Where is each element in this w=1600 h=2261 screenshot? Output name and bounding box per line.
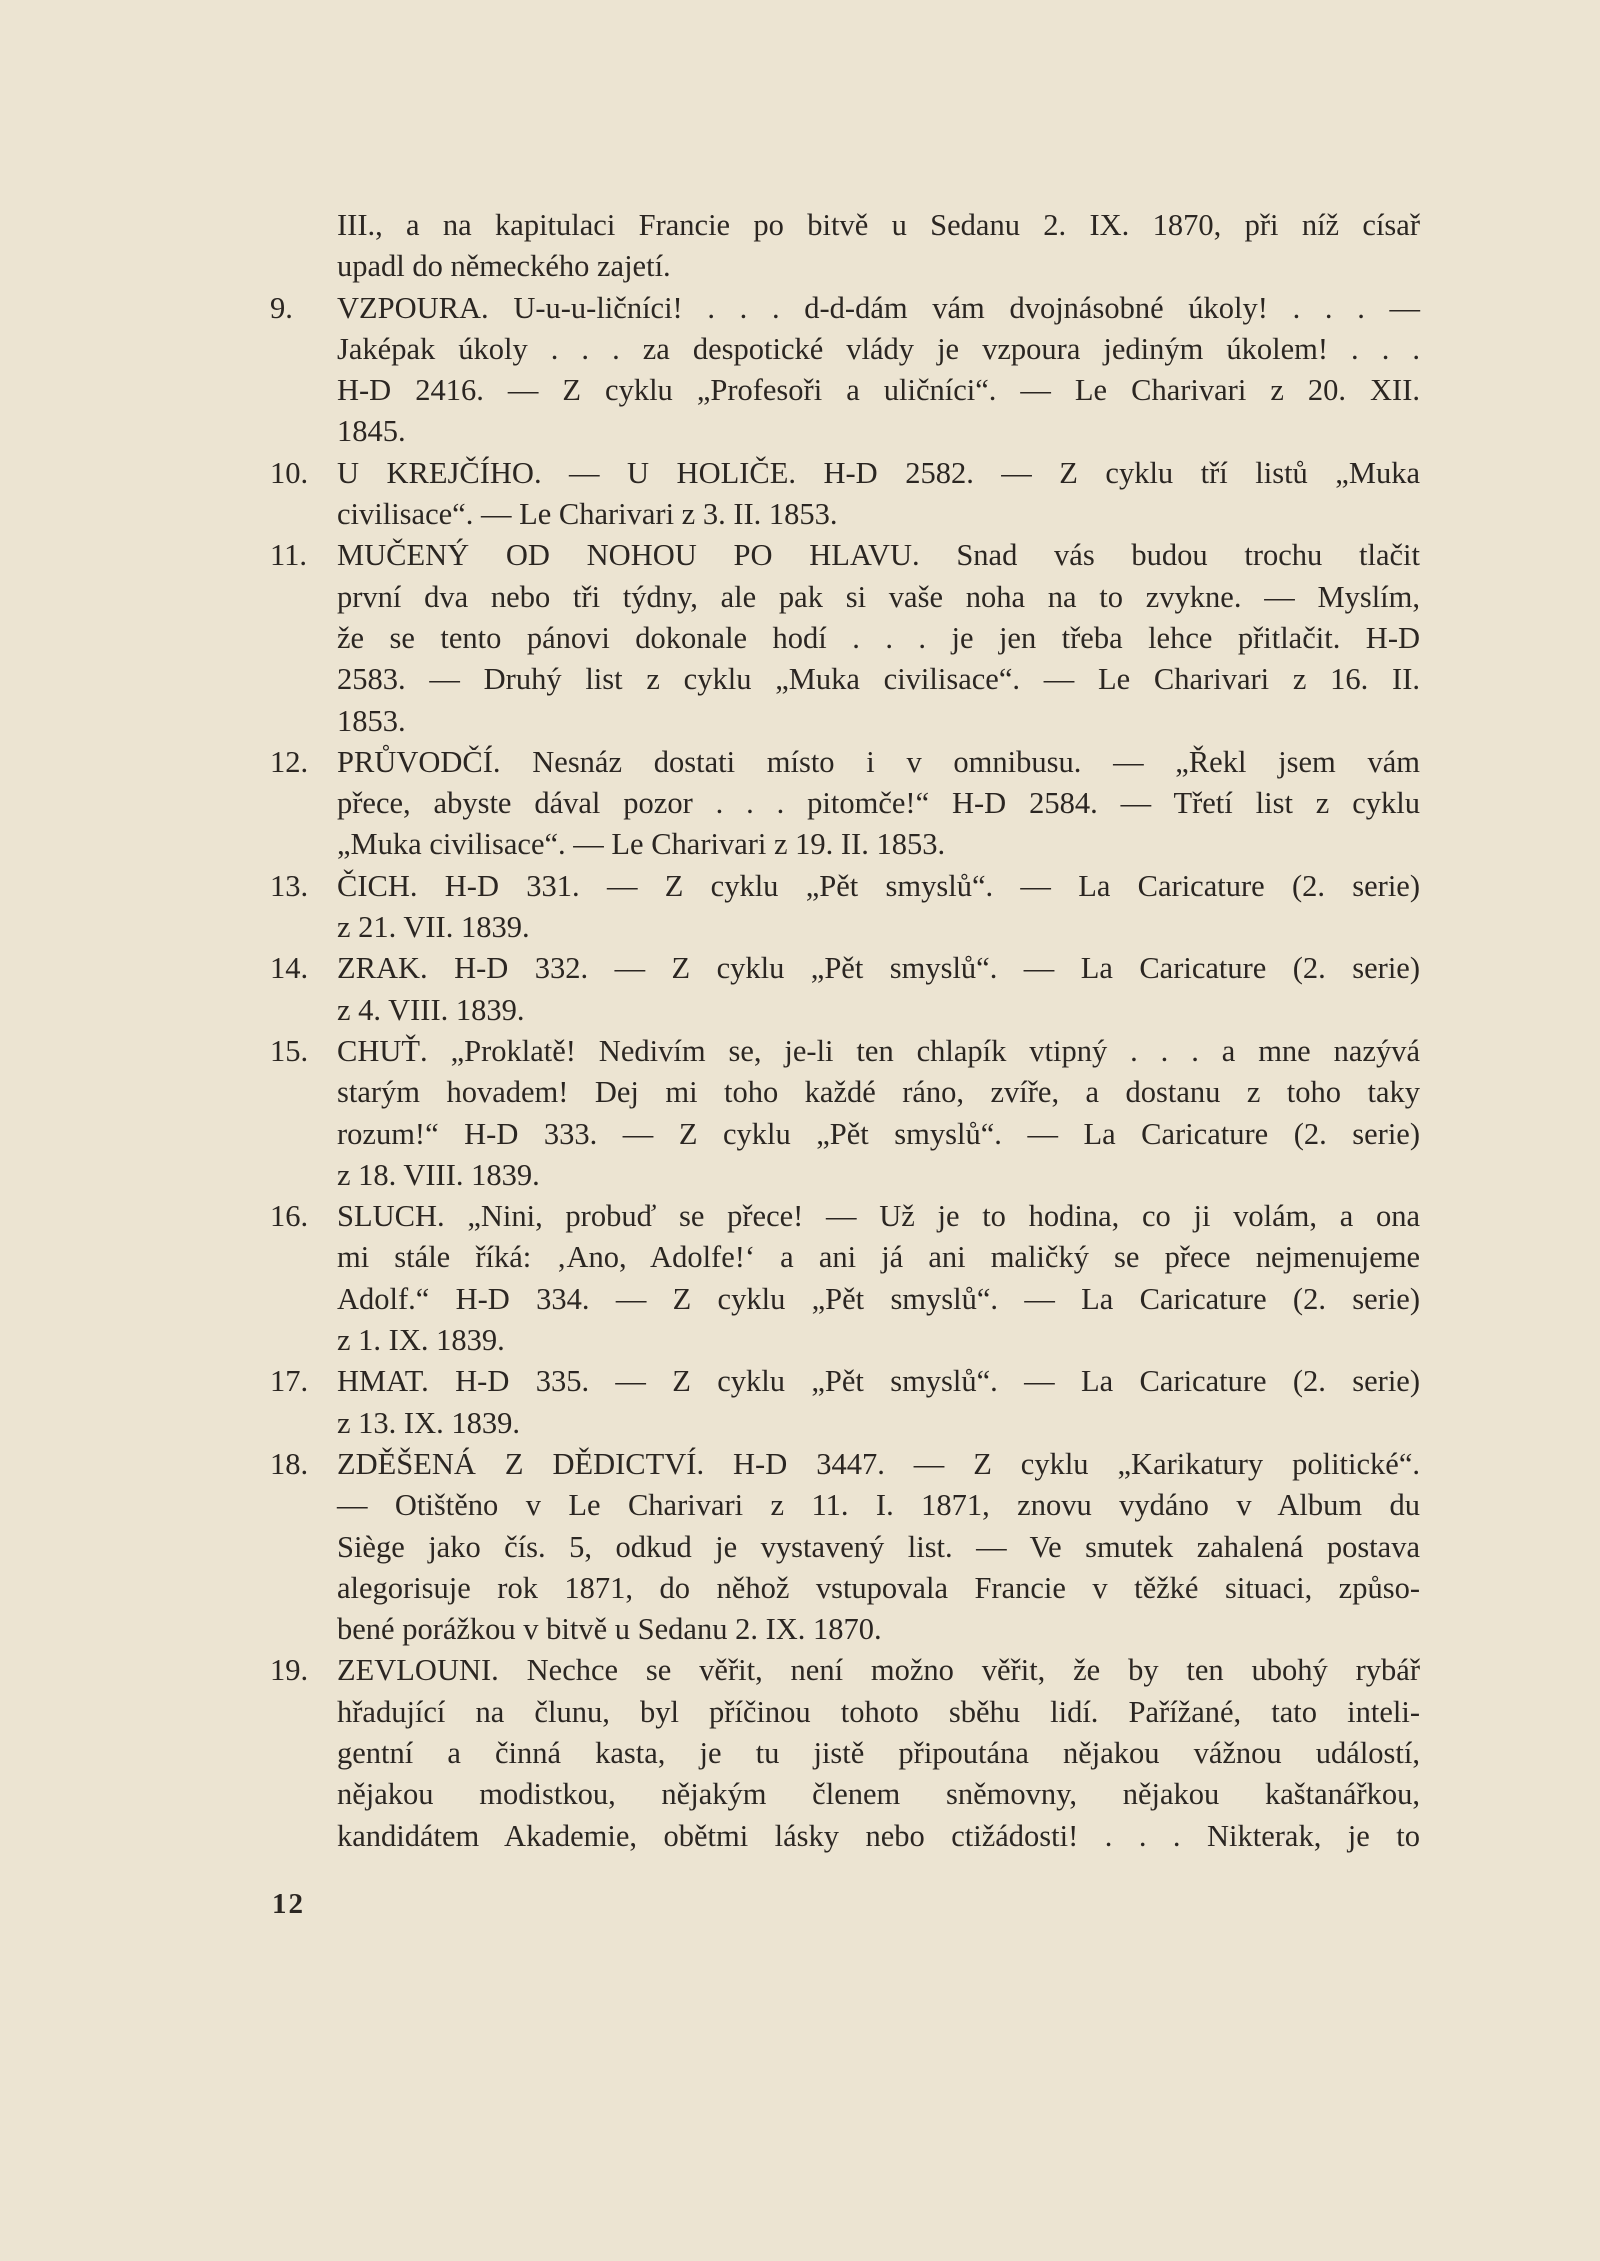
text-line: ZEVLOUNI. Nechce se věřit, není možno věřit, že by ten ubohý rybář bbox=[337, 1653, 1420, 1688]
text-line: H-D 2416. — Z cyklu „Profesoři a uličníci“. — Le Charivari z 20. XII. bbox=[337, 373, 1420, 408]
page-body bbox=[270, 205, 1420, 1857]
text-line: civilisace“. — Le Charivari z 3. II. 1853. bbox=[337, 497, 838, 532]
text-line: gentní a činná kasta, je tu jistě připoutána nějakou vážnou událostí, bbox=[337, 1735, 1420, 1770]
entry-number: 17. bbox=[270, 1364, 309, 1399]
catalogue-entry bbox=[270, 1444, 1420, 1650]
text-line: MUČENÝ OD NOHOU PO HLAVU. Snad vás budou trochu tlačit bbox=[337, 538, 1420, 573]
text-line: první dva nebo tři týdny, ale pak si vaše noha na to zvykne. — Myslím, bbox=[337, 579, 1420, 614]
text-line: mi stále říká: ‚Ano, Adolfe!‘ a ani já ani maličký se přece nejmenujeme bbox=[337, 1240, 1420, 1275]
catalogue-entry bbox=[270, 535, 1420, 741]
text-line: přece, abyste dával pozor . . . pitomče!“ H-D 2584. — Třetí list z cyklu bbox=[337, 786, 1420, 821]
text-line: SLUCH. „Nini, probuď se přece! — Už je to hodina, co ji volám, a ona bbox=[337, 1199, 1420, 1234]
text-line: alegorisuje rok 1871, do něhož vstupovala Francie v těžké situaci, způso- bbox=[337, 1570, 1420, 1605]
text-line: hřadující na člunu, byl příčinou tohoto sběhu lidí. Pařížané, tato inteli- bbox=[337, 1694, 1420, 1729]
entry-number: 11. bbox=[270, 538, 307, 573]
text-line: bené porážkou v bitvě u Sedanu 2. IX. 1870. bbox=[337, 1612, 882, 1647]
text-line: starým hovadem! Dej mi toho každé ráno, zvíře, a dostanu z toho taky bbox=[337, 1075, 1420, 1110]
text-line: 1853. bbox=[337, 703, 406, 738]
text-line: že se tento pánovi dokonale hodí . . . je jen třeba lehce přitlačit. H-D bbox=[337, 620, 1420, 655]
text-line: HMAT. H-D 335. — Z cyklu „Pět smyslů“. — La Caricature (2. serie) bbox=[337, 1364, 1420, 1399]
text-line: ZDĚŠENÁ Z DĚDICTVÍ. H-D 3447. — Z cyklu „Karikatury politické“. bbox=[337, 1446, 1420, 1481]
catalogue-entry bbox=[270, 1031, 1420, 1196]
entry-number: 15. bbox=[270, 1033, 309, 1068]
catalogue-entry bbox=[270, 453, 1420, 536]
entry-number: 12. bbox=[270, 744, 309, 779]
catalogue-entry bbox=[270, 1196, 1420, 1361]
catalogue-entry bbox=[270, 866, 1420, 949]
text-line: nějakou modistkou, nějakým členem sněmovny, nějakou kaštanářkou, bbox=[337, 1777, 1420, 1812]
catalogue-entry bbox=[270, 948, 1420, 1031]
text-line: ČICH. H-D 331. — Z cyklu „Pět smyslů“. — La Caricature (2. serie) bbox=[337, 868, 1420, 903]
text-line: Adolf.“ H-D 334. — Z cyklu „Pět smyslů“. — La Caricature (2. serie) bbox=[337, 1281, 1420, 1316]
catalogue-entry bbox=[270, 742, 1420, 866]
text-line: PRŮVODČÍ. Nesnáz dostati místo i v omnibusu. — „Řekl jsem vám bbox=[337, 744, 1420, 779]
entry-number: 9. bbox=[270, 290, 293, 325]
text-line: kandidátem Akademie, obětmi lásky nebo ctižádosti! . . . Nikterak, je to bbox=[337, 1818, 1420, 1853]
text-line: rozum!“ H-D 333. — Z cyklu „Pět smyslů“. — La Caricature (2. serie) bbox=[337, 1116, 1420, 1151]
text-line: 1845. bbox=[337, 414, 406, 449]
catalogue-entry bbox=[270, 1361, 1420, 1444]
entry-number: 16. bbox=[270, 1199, 309, 1234]
catalogue-entries bbox=[270, 288, 1420, 1857]
text-line: Siège jako čís. 5, odkud je vystavený list. — Ve smutek zahalená postava bbox=[337, 1529, 1420, 1564]
text-line: III., a na kapitulaci Francie po bitvě u Sedanu 2. IX. 1870, při níž císař bbox=[337, 208, 1420, 242]
continuation-paragraph bbox=[270, 205, 1420, 288]
text-line: z 18. VIII. 1839. bbox=[337, 1157, 540, 1192]
entry-number: 13. bbox=[270, 868, 309, 903]
text-line: Jaképak úkoly . . . za despotické vlády je vzpoura jediným úkolem! . . . bbox=[337, 331, 1420, 366]
text-line: z 4. VIII. 1839. bbox=[337, 992, 525, 1027]
text-line: ZRAK. H-D 332. — Z cyklu „Pět smyslů“. — La Caricature (2. serie) bbox=[337, 951, 1420, 986]
catalogue-entry bbox=[270, 1650, 1420, 1856]
text-line: VZPOURA. U-u-u-ličníci! . . . d-d-dám vám dvojnásobné úkoly! . . . — bbox=[337, 290, 1420, 325]
text-line: z 1. IX. 1839. bbox=[337, 1323, 505, 1358]
text-line: U KREJČÍHO. — U HOLIČE. H-D 2582. — Z cyklu tří listů „Muka bbox=[337, 455, 1420, 490]
page-number: 12 bbox=[272, 1888, 305, 1920]
entry-number: 14. bbox=[270, 951, 309, 986]
text-line: CHUŤ. „Proklatě! Nedivím se, je-li ten chlapík vtipný . . . a mne nazývá bbox=[337, 1033, 1420, 1068]
text-line: z 13. IX. 1839. bbox=[337, 1405, 520, 1440]
text-line: „Muka civilisace“. — Le Charivari z 19. II. 1853. bbox=[337, 827, 946, 862]
entry-number: 18. bbox=[270, 1446, 309, 1481]
text-line: 2583. — Druhý list z cyklu „Muka civilisace“. — Le Charivari z 16. II. bbox=[337, 662, 1420, 697]
entry-number: 19. bbox=[270, 1653, 309, 1688]
entry-number: 10. bbox=[270, 455, 309, 490]
text-line: z 21. VII. 1839. bbox=[337, 910, 530, 945]
text-line: upadl do německého zajetí. bbox=[337, 249, 671, 284]
catalogue-entry bbox=[270, 288, 1420, 453]
text-line: — Otištěno v Le Charivari z 11. I. 1871, znovu vydáno v Album du bbox=[337, 1488, 1420, 1523]
